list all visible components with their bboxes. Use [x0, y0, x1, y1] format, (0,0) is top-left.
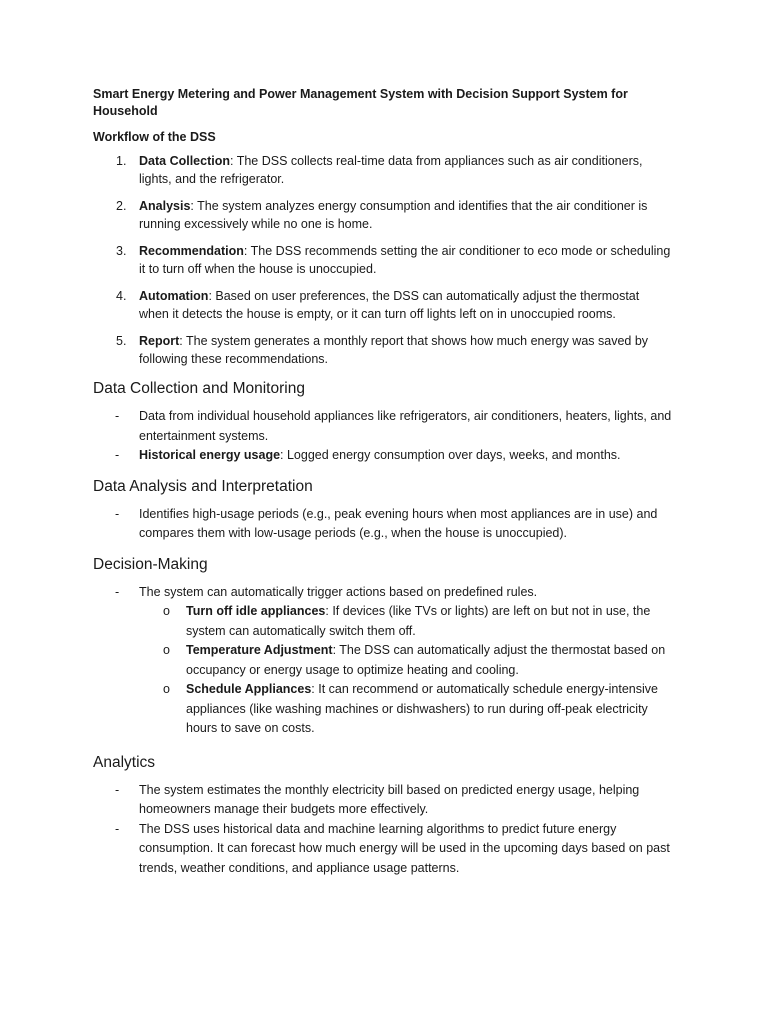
list-item — [93, 781, 675, 820]
step-number: 1. — [116, 154, 127, 168]
subitem-term: Turn off idle appliances — [186, 604, 326, 618]
sub-list-item — [93, 680, 682, 739]
workflow-step — [93, 152, 671, 188]
step-term: Report — [139, 334, 180, 348]
workflow-step — [93, 332, 671, 368]
dash-marker: - — [115, 821, 120, 836]
step-number: 2. — [116, 199, 127, 213]
data-analysis-list — [93, 505, 678, 544]
workflow-step — [93, 242, 671, 278]
workflow-heading: Workflow of the DSS — [93, 130, 216, 144]
circle-bullet: o — [163, 682, 170, 696]
step-number: 3. — [116, 244, 127, 258]
list-item — [93, 505, 675, 544]
decision-making-list — [93, 583, 678, 739]
dash-marker: - — [115, 448, 120, 462]
workflow-step — [93, 197, 671, 233]
item-text: The system can automatically trigger actions based on predefined rules. — [139, 584, 538, 599]
step-term: Data Collection — [139, 154, 230, 168]
sub-list-item — [93, 641, 682, 680]
dash-marker: - — [115, 409, 120, 423]
list-item — [93, 407, 675, 446]
step-number: 4. — [116, 289, 127, 303]
dash-marker: - — [115, 506, 120, 521]
step-term: Automation — [139, 289, 209, 303]
step-text: : The system generates a monthly report that shows how much energy was saved by following these recommendations. — [139, 334, 649, 366]
step-number: 5. — [116, 334, 127, 348]
subitem-term: Temperature Adjustment — [186, 643, 333, 657]
step-text: : The DSS collects real-time data from appliances such as air conditioners, lights, and the refrigerator. — [139, 154, 643, 186]
step-term: Analysis — [139, 199, 191, 213]
workflow-step — [93, 287, 671, 323]
subitem-text: : The DSS can automatically adjust the thermostat based on occupancy or energy usage to optimize heating and cooling. — [186, 643, 666, 677]
step-text: : The system analyzes energy consumption and identifies that the air conditioner is running excessively while no one is home. — [139, 199, 648, 231]
data-collection-list — [93, 407, 678, 466]
circle-bullet: o — [163, 643, 170, 657]
list-item — [93, 583, 675, 739]
sub-list-item — [93, 602, 682, 641]
workflow-steps — [93, 152, 678, 368]
step-text: : The DSS recommends setting the air conditioner to eco mode or scheduling it to turn off when the house is unoccupied. — [139, 244, 671, 276]
dash-marker: - — [115, 782, 120, 797]
dash-marker: - — [115, 584, 120, 599]
circle-bullet: o — [163, 604, 170, 618]
item-text: The system estimates the monthly electricity bill based on predicted energy usage, helping homeowners manage their budgets more effectively. — [139, 782, 640, 816]
section-heading-data-collection: Data Collection and Monitoring — [93, 380, 305, 397]
document-title: Smart Energy Metering and Power Management System with Decision Support System for Household — [93, 87, 628, 118]
item-text: Data from individual household appliances like refrigerators, air conditioners, heaters, lights, and entertainment systems. — [139, 409, 672, 443]
section-heading-data-analysis: Data Analysis and Interpretation — [93, 477, 313, 495]
subitem-text: : If devices (like TVs or lights) are left on but not in use, the system can automatically switch them off. — [186, 604, 651, 638]
subitem-text: : It can recommend or automatically schedule energy-intensive appliances (like washing machines or dishwashers) to run during off-peak electricity hours to save on costs. — [186, 682, 658, 735]
subitem-term: Schedule Appliances — [186, 682, 312, 696]
section-heading-decision-making: Decision-Making — [93, 555, 208, 573]
section-heading-analytics: Analytics — [93, 753, 156, 771]
step-term: Recommendation — [139, 244, 244, 258]
item-text: : Logged energy consumption over days, weeks, and months. — [280, 448, 621, 462]
list-item — [93, 820, 675, 879]
item-term: Historical energy usage — [139, 448, 281, 462]
item-text: Identifies high-usage periods (e.g., peak evening hours when most appliances are in use) and compares them with low-usage periods (e.g., when the house is unoccupied). — [139, 506, 658, 540]
list-item — [93, 446, 675, 466]
decision-subitems — [139, 602, 675, 739]
step-text: : Based on user preferences, the DSS can automatically adjust the thermostat when it detects the house is empty, or it can turn off lights left on in unoccupied rooms. — [139, 289, 640, 321]
analytics-list — [93, 781, 678, 879]
item-text: The DSS uses historical data and machine learning algorithms to predict future energy consumption. It can forecast how much energy will be used in the upcoming days based on past trends, weather conditions, and appliance usage patterns. — [139, 821, 670, 875]
